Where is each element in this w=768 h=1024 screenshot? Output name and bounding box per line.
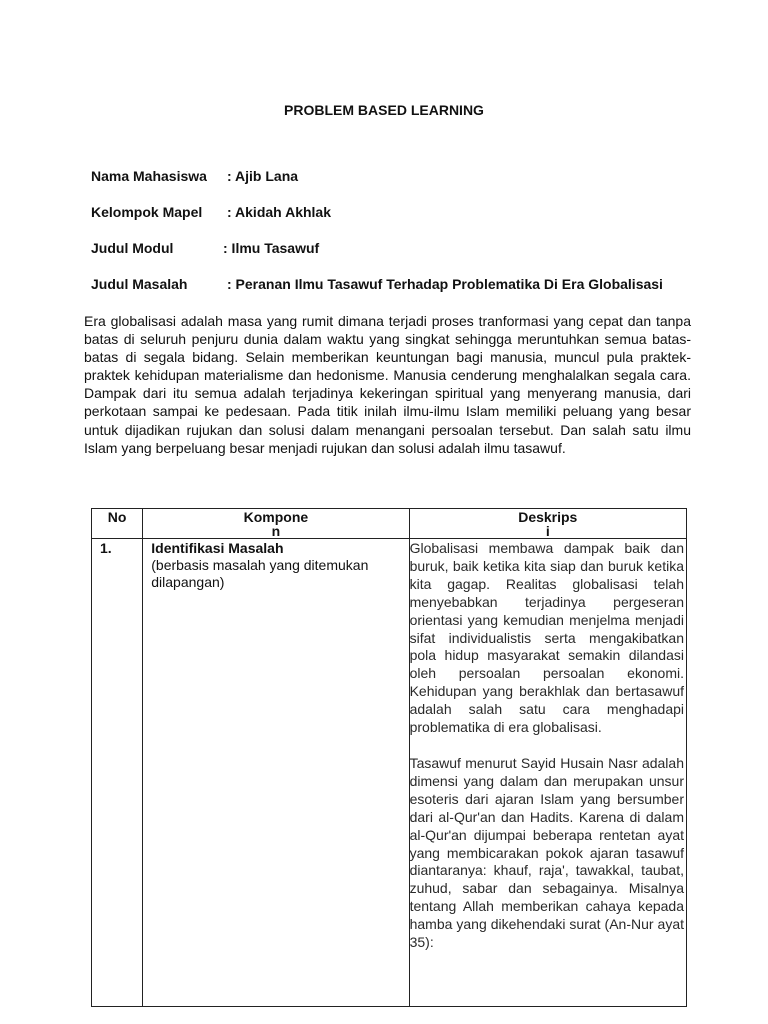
komponen-subtitle: (berbasis masalah yang ditemukan dilapangan) [151,557,369,590]
pbl-table [91,508,687,1007]
header-komponen-line2: n [271,523,281,539]
header-deskripsi-line2: i [545,523,550,539]
deskripsi-paragraph-2: Tasawuf menurut Sayid Husain Nasr adalah dimensi yang dalam dan merupakan unsur esoteris dari ajaran Islam yang bersumber dari al-Qur'an dan Hadits. Karena di dalam al-Qur'an dijumpai beberapa rentetan ayat yang membicarakan pokok ajaran tasawuf diantaranya: khauf, raja', tawakkal, taubat, zuhud, sabar dan sebagainya. Misalnya tentang Allah memberikan cahaya kepada hamba yang dikehendaki surat (An-Nur ayat 35): [409,754,684,951]
row-komponen [143,539,409,1007]
header-komponen [143,509,409,539]
document-title: PROBLEM BASED LEARNING [284,102,484,118]
field-label: Judul Modul [91,240,174,256]
field-value: : Ajib Lana [227,168,299,184]
intro-paragraph: Era globalisasi adalah masa yang rumit dimana terjadi proses tranformasi yang cepat dan tanpa batas di seluruh penjuru dunia dalam waktu yang singkat sehingga meruntuhkan semua batas-batas di segala bidang. Selain memberikan keuntungan bagi manusia, muncul pula praktek-praktek kehidupan materialisme dan hedonisme. Manusia cenderung menghalalkan segala cara. Dampak dari itu semua adalah terjadinya kekeringan spiritual yang menyerang manusia, dari perkotaan sampai ke pedesaan. Pada titik inilah ilmu-ilmu Islam memiliki peluang yang besar untuk dijadikan rujukan dan solusi dalam menangani persoalan tersebut. Dan salah satu ilmu Islam yang berpeluang besar menjadi rujukan dan solusi adalah ilmu tasawuf. [84,313,691,456]
field-value: : Ilmu Tasawuf [223,240,320,256]
field-label: Judul Masalah [91,276,188,292]
header-deskripsi [409,509,686,539]
field-judul-masalah [91,276,663,292]
field-value: : Peranan Ilmu Tasawuf Terhadap Problematika Di Era Globalisasi [227,276,663,292]
row-deskripsi [409,539,686,1007]
deskripsi-paragraph-1: Globalisasi membawa dampak baik dan buruk, baik ketika kita siap dan buruk ketika kita gagap. Realitas globalisasi telah menyebabkan terjadinya pergeseran orientasi yang kemudian menjelma menjadi sifat individualistis serta mengakibatkan pola hidup masyarakat semakin dilandasi oleh persoalan persoalan ekonomi. Kehidupan yang berakhlak dan bertasawuf adalah salah satu cara menghadapi problematika di era globalisasi. [409,540,684,736]
field-label: Kelompok Mapel [91,204,203,220]
field-judul-modul [91,240,320,256]
field-kelompok-mapel [91,204,331,220]
header-no [92,509,143,539]
header-no-label: No [107,509,127,525]
field-value: : Akidah Akhlak [227,204,331,220]
row-number: 1. [92,539,143,1007]
komponen-title: Identifikasi Masalah [151,540,284,556]
table-row [92,539,687,1007]
header-deskripsi-line1: Deskrips [518,509,578,525]
header-komponen-line1: Kompone [243,509,309,525]
field-nama-mahasiswa [91,168,299,184]
field-label: Nama Mahasiswa [91,168,207,184]
table-header-row [92,509,687,539]
